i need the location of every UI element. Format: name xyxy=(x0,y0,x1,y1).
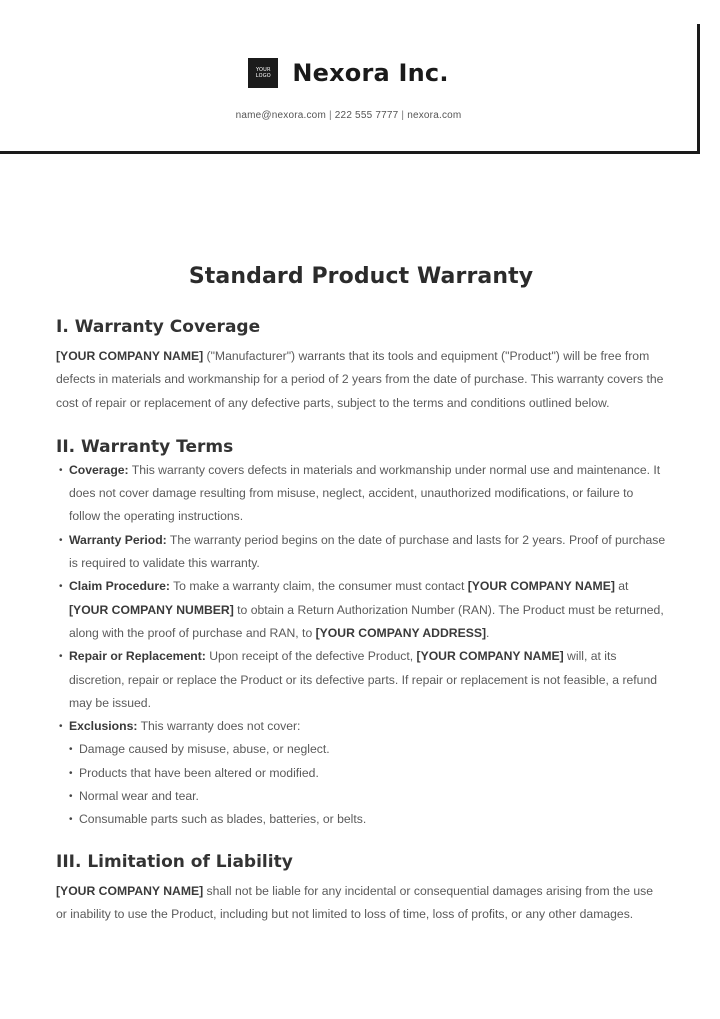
contact-separator: | xyxy=(328,110,332,121)
company-name-placeholder: [YOUR COMPANY NAME] xyxy=(416,649,564,664)
term-text: to obtain a Return Authorization Number (RAN). The Product must be returned, along with the proof of purchase and RAN, to xyxy=(69,602,664,640)
brand xyxy=(0,58,697,88)
term-text: . xyxy=(486,625,490,640)
contact-line xyxy=(0,110,697,121)
exclusion-item: • Consumable parts such as blades, batteries, or belts. xyxy=(56,808,666,831)
contact-email: name@nexora.com xyxy=(235,110,326,121)
exclusions-list xyxy=(56,738,666,831)
term-text: will, at its discretion, repair or replace the Product or its defective parts. If repair or replacement is not feasible, a refund may be issued. xyxy=(69,649,657,710)
term-item-warranty-period xyxy=(56,529,666,576)
company-name-placeholder: [YOUR COMPANY NAME] xyxy=(56,883,204,898)
contact-separator: | xyxy=(401,110,405,121)
contact-phone: 222 555 7777 xyxy=(334,110,399,121)
term-text: This warranty does not cover: xyxy=(137,719,301,734)
document-body xyxy=(56,264,666,948)
exclusion-item: • Normal wear and tear. xyxy=(56,785,666,808)
letterhead xyxy=(0,24,700,154)
exclusion-item: • Products that have been altered or modified. xyxy=(56,762,666,785)
company-logo xyxy=(248,58,278,88)
terms-list xyxy=(56,459,666,739)
logo-text-line1: YOUR xyxy=(256,67,271,73)
company-name: Nexora Inc. xyxy=(292,59,449,87)
section-heading: III. Limitation of Liability xyxy=(56,851,293,872)
term-label: Warranty Period: xyxy=(69,532,167,547)
term-label: Coverage: xyxy=(69,462,129,477)
term-text: To make a warranty claim, the consumer must contact xyxy=(169,579,468,594)
term-text: The warranty period begins on the date of purchase and lasts for 2 years. Proof of purchase is required to validate this warranty. xyxy=(69,532,666,571)
contact-website: nexora.com xyxy=(407,110,462,121)
paragraph-text: shall not be liable for any incidental or consequential damages arising from the use or inability to use the Product, including but not limited to loss of time, loss of profits, or any other damages. xyxy=(56,883,654,921)
company-number-placeholder: [YOUR COMPANY NUMBER] xyxy=(69,602,234,617)
logo-text-line2: LOGO xyxy=(255,73,271,79)
company-name-placeholder: [YOUR COMPANY NAME] xyxy=(56,349,204,363)
section-heading: II. Warranty Terms xyxy=(56,436,234,457)
term-label: Repair or Replacement: xyxy=(69,649,206,664)
section-limitation-of-liability xyxy=(56,852,666,927)
term-label: Claim Procedure: xyxy=(69,579,170,594)
section-paragraph xyxy=(56,345,666,415)
term-text: This warranty covers defects in materials and workmanship under normal use and maintenance. It does not cover damage resulting from misuse, neglect, accident, unauthorized modifications, or failure to follow the operating instructions. xyxy=(69,462,661,524)
term-item-coverage xyxy=(56,459,666,529)
document-title: Standard Product Warranty xyxy=(188,264,534,289)
company-name-placeholder: [YOUR COMPANY NAME] xyxy=(467,579,615,594)
term-item-repair-or-replacement xyxy=(56,645,666,715)
term-text: at xyxy=(614,579,629,594)
section-paragraph xyxy=(56,880,666,927)
term-item-claim-procedure xyxy=(56,575,666,645)
exclusion-item: • Damage caused by misuse, abuse, or neglect. xyxy=(56,738,666,761)
company-address-placeholder: [YOUR COMPANY ADDRESS] xyxy=(315,625,487,640)
term-text: Upon receipt of the defective Product, xyxy=(205,649,417,664)
paragraph-text: ("Manufacturer") warrants that its tools and equipment ("Product") will be free from defects in materials and workmanship for a period of 2 years from the date of purchase. This warranty covers the cost of repair or replacement of any defective parts, subject to the terms and conditions outlined below. xyxy=(56,349,664,410)
term-label: Exclusions: xyxy=(69,719,138,734)
section-heading: I. Warranty Coverage xyxy=(56,317,261,337)
section-warranty-coverage xyxy=(56,317,666,415)
section-warranty-terms xyxy=(56,437,666,832)
term-item-exclusions xyxy=(56,715,666,738)
